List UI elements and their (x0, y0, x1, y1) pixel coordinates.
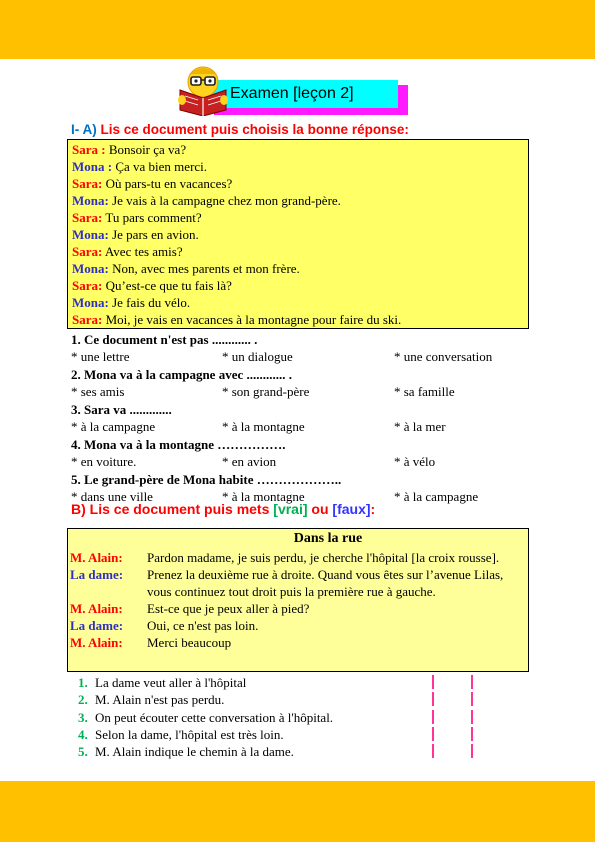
answer-option: * à vélo (394, 454, 436, 469)
dialogue-text: Je pars en avion. (108, 227, 199, 242)
option-row (71, 418, 531, 436)
speaker-name: Sara: (72, 176, 103, 191)
page-title: Examen [leçon 2] (210, 80, 398, 108)
dialogue-2-line (68, 600, 528, 617)
dialogue-text: Moi, je vais en vacances à la montagne pour faire du ski. (102, 312, 402, 327)
speaker-name: M. Alain: (70, 550, 123, 565)
or-label: ou (307, 501, 333, 517)
speaker-name: Sara : (72, 142, 106, 157)
speaker-name: M. Alain: (70, 601, 123, 616)
answer-option: * ses amis (71, 384, 125, 399)
answer-option: * une conversation (394, 349, 493, 364)
statement-text: On peut écouter cette conversation à l'hôpital. (95, 709, 334, 725)
answer-option: * une lettre (71, 349, 130, 364)
statement-item (78, 743, 498, 760)
option-row (71, 453, 531, 471)
section-a-number: I- A) (71, 122, 97, 137)
speaker-name: Sara: (72, 210, 103, 225)
statement-item (78, 691, 498, 708)
statement-text: M. Alain indique le chemin à la dame. (95, 744, 294, 760)
question: 3. Sara va ............. (71, 402, 172, 417)
dialogue-text: Prenez la deuxième rue à droite. Quand vous êtes sur l’avenue Lilas, vous continuez tout droit puis la première rue à gauche. (147, 567, 504, 599)
dialogue-line (72, 277, 528, 294)
questions-section (71, 331, 531, 506)
dialogue-line (72, 141, 528, 158)
speaker-name: Sara: (72, 278, 103, 293)
speaker-name: Mona : (72, 159, 113, 174)
dialogue-2-line (68, 634, 528, 651)
option-row (71, 383, 531, 401)
answer-mark-left (432, 744, 434, 758)
dialogue-box-1 (67, 139, 529, 329)
statement-text: M. Alain n'est pas perdu. (95, 692, 225, 708)
dialogue-text: Je vais à la campagne chez mon grand-père. (108, 193, 341, 208)
answer-option: * en avion (222, 454, 277, 469)
statement-number: 2. (78, 692, 88, 708)
answer-mark-right (471, 675, 473, 689)
dialogue-line (72, 209, 528, 226)
question: 1. Ce document n'est pas ............ . (71, 332, 258, 347)
dialogue-2-title: Dans la rue (293, 531, 363, 546)
section-b-instruction: Lis ce document puis mets (89, 501, 274, 517)
answer-mark-right (471, 710, 473, 724)
dialogue-line (72, 175, 528, 192)
bottom-banner (0, 781, 595, 842)
section-b-heading (71, 501, 375, 517)
statement-number: 5. (78, 744, 88, 760)
speaker-name: Mona: (72, 295, 109, 310)
speaker-name: La dame: (70, 618, 124, 633)
dialogue-2-line (68, 566, 528, 600)
answer-option: * à la montagne (222, 489, 305, 504)
statement-number: 4. (78, 726, 88, 742)
dialogue-text: Ça va bien merci. (112, 159, 208, 174)
answer-mark-left (432, 675, 434, 689)
dialogue-2-line (68, 617, 528, 634)
statement-item (78, 709, 498, 726)
section-a-heading (71, 122, 409, 137)
answer-mark-left (432, 710, 434, 724)
dialogue-text: Où pars-tu en vacances? (102, 176, 233, 191)
answer-mark-right (471, 692, 473, 706)
answer-option: * dans une ville (71, 489, 153, 504)
answer-option: * sa famille (394, 384, 455, 399)
dialogue-text: Est-ce que je peux aller à pied? (147, 601, 310, 616)
answer-option: * en voiture. (71, 454, 137, 469)
answer-mark-left (432, 692, 434, 706)
speaker-name: Mona: (72, 261, 109, 276)
answer-option: * à la montagne (222, 419, 305, 434)
question: 2. Mona va à la campagne avec ............ . (71, 367, 292, 382)
dialogue-line (72, 294, 528, 311)
dialogue-line (72, 226, 528, 243)
dialogue-text: Merci beaucoup (147, 635, 232, 650)
question: 5. Le grand-père de Mona habite ……………….. (71, 472, 342, 487)
answer-mark-right (471, 744, 473, 758)
speaker-name: Sara: (72, 312, 103, 327)
statement-text: La dame veut aller à l'hôpital (95, 675, 247, 690)
statement-number: 3. (78, 709, 88, 725)
answer-option: * son grand-père (222, 384, 310, 399)
speaker-name: Mona: (72, 227, 109, 242)
dialogue-line (72, 260, 528, 277)
reading-smiley-icon (176, 62, 232, 116)
statement-text: Selon la dame, l'hôpital est très loin. (95, 726, 284, 742)
answer-option: * à la mer (394, 419, 446, 434)
dialogue-text: Je fais du vélo. (108, 295, 191, 310)
colon-label: : (370, 501, 376, 517)
answer-mark-left (432, 727, 434, 741)
option-row (71, 348, 531, 366)
dialogue-line (72, 243, 528, 260)
top-banner (0, 0, 595, 59)
dialogue-text: Qu’est-ce que tu fais là? (102, 278, 232, 293)
dialogue-text: Oui, ce n'est pas loin. (147, 618, 259, 633)
dialogue-text: Pardon madame, je suis perdu, je cherche l'hôpital [la croix rousse]. (147, 550, 500, 565)
vrai-label: [vrai] (273, 501, 308, 517)
answer-option: * un dialogue (222, 349, 293, 364)
statement-number: 1. (78, 675, 88, 690)
speaker-name: La dame: (70, 567, 124, 582)
statement-item (78, 726, 498, 743)
dialogue-line (72, 192, 528, 209)
answer-option: * à la campagne (394, 489, 479, 504)
true-false-list (78, 674, 498, 760)
section-b-label: B) (71, 501, 86, 517)
faux-label: [faux] (332, 501, 371, 517)
dialogue-2-line (68, 549, 528, 566)
dialogue-text: Tu pars comment? (102, 210, 202, 225)
question: 4. Mona va à la montagne ……………. (71, 437, 286, 452)
speaker-name: Sara: (72, 244, 103, 259)
answer-option: * à la campagne (71, 419, 156, 434)
section-a-instruction: Lis ce document puis choisis la bonne réponse: (100, 122, 409, 137)
answer-mark-right (471, 727, 473, 741)
title-block (176, 62, 406, 116)
dialogue-line (72, 158, 528, 175)
dialogue-text: Avec tes amis? (102, 244, 183, 259)
dialogue-text: Bonsoir ça va? (105, 142, 187, 157)
dialogue-line (72, 311, 528, 328)
speaker-name: Mona: (72, 193, 109, 208)
dialogue-box-2 (67, 528, 529, 672)
speaker-name: M. Alain: (70, 635, 123, 650)
dialogue-text: Non, avec mes parents et mon frère. (108, 261, 300, 276)
statement-item (78, 674, 498, 691)
